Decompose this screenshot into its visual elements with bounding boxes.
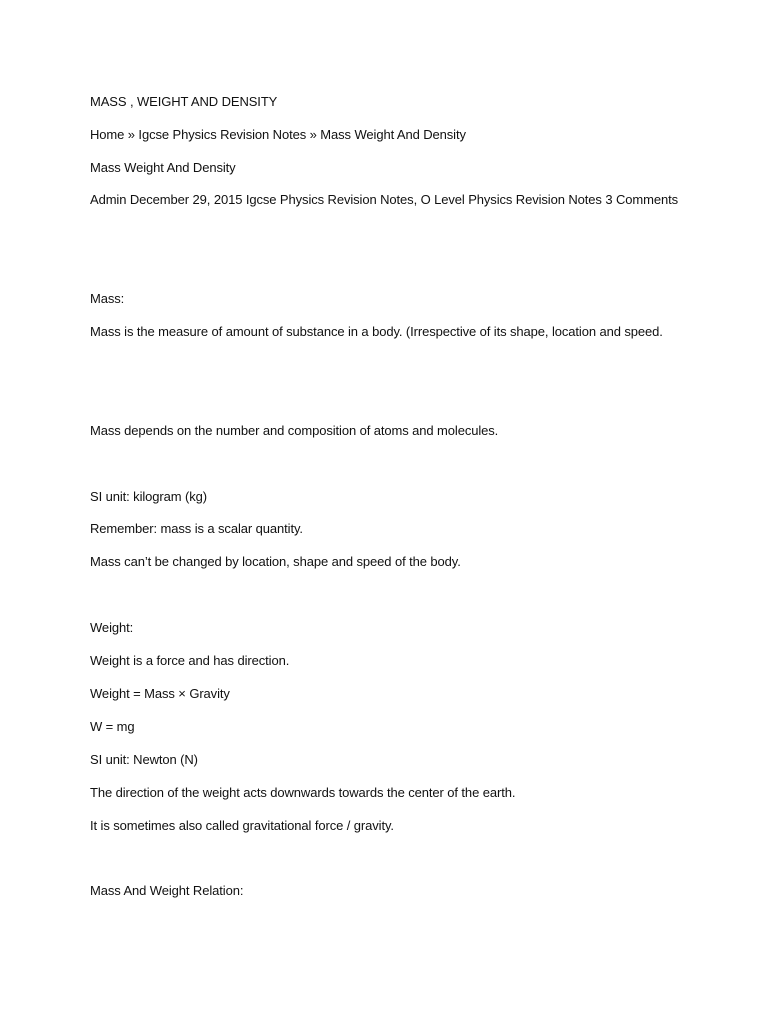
mass-depends-text: Mass depends on the number and composition of atoms and molecules. [90,423,499,438]
document-header-title: MASS , WEIGHT AND DENSITY [90,94,278,109]
weight-heading: Weight: [90,620,134,635]
article-title: Mass Weight And Density [90,160,236,175]
relation-heading: Mass And Weight Relation: [90,883,244,898]
weight-alias-text: It is sometimes also called gravitational force / gravity. [90,818,394,833]
mass-si-unit: SI unit: kilogram (kg) [90,489,208,504]
mass-heading: Mass: [90,291,125,306]
weight-direction-text: The direction of the weight acts downwards towards the center of the earth. [90,785,516,800]
weight-formula-words: Weight = Mass × Gravity [90,686,230,701]
mass-remember-note: Remember: mass is a scalar quantity. [90,521,303,536]
article-meta: Admin December 29, 2015 Igcse Physics Revision Notes, O Level Physics Revision Notes 3 Comments [90,192,679,207]
mass-definition: Mass is the measure of amount of substance in a body. (Irrespective of its shape, location and speed. [90,324,663,339]
weight-si-unit: SI unit: Newton (N) [90,752,198,767]
weight-force-text: Weight is a force and has direction. [90,653,290,668]
mass-unchanged-text: Mass can’t be changed by location, shape and speed of the body. [90,554,461,569]
weight-formula: W = mg [90,719,135,734]
breadcrumb: Home » Igcse Physics Revision Notes » Mass Weight And Density [90,127,466,142]
